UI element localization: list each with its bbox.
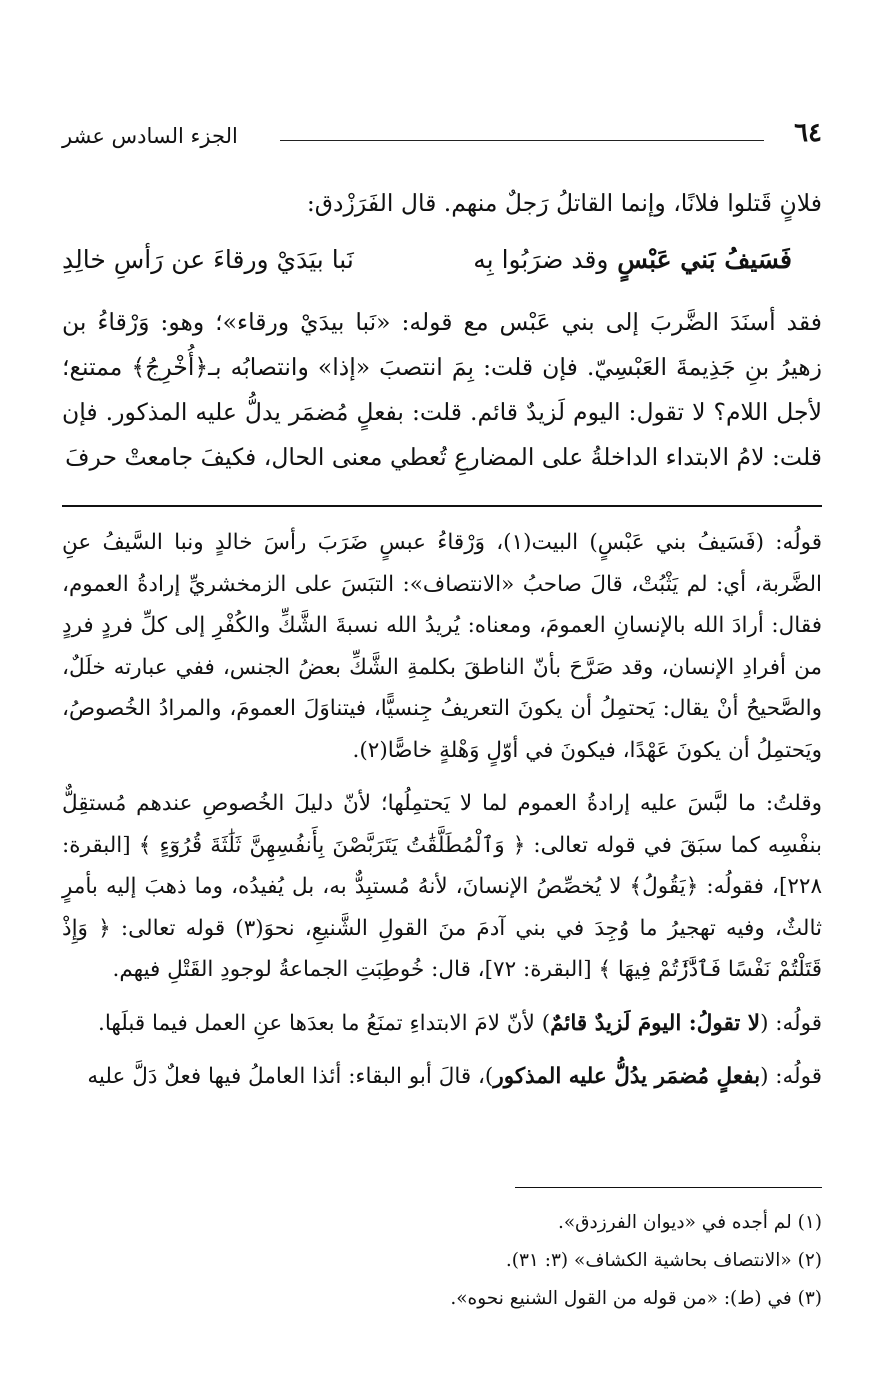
footnotes (62, 1204, 822, 1318)
commentary-paragraph-4 (62, 1056, 822, 1098)
verse-first-plain: وقد ضرَبُوا بِه (473, 245, 609, 274)
p4-suffix: )، قالَ أبو البقاء: أئذا العاملُ فيها فعلٌ دَلَّ عليه (87, 1064, 494, 1089)
verse-second-hemistich: نَبا بيَدَيْ ورقاءَ عن رَأسِ خالِدِ (62, 245, 354, 274)
commentary-paragraph-3 (62, 1003, 822, 1045)
footnote-3: (٣) في (ط): «من قوله من القول الشنيع نحوه». (450, 1288, 822, 1309)
commentary-paragraph-2: وقلتُ: ما لبَّسَ عليه إرادةُ العموم لما لا يَحتمِلُها؛ لأنّ دليلَ الخُصوصِ عندهم مُستقِلٌّ بنفْسِه كما سبَقَ في قوله تعالى: ﴿ وَٱلْمُطَلَّقَٰتُ يَتَرَبَّصْنَ بِأَنفُسِهِنَّ ثَلَٰثَةَ قُرُوٓءٍ ﴾ [البقرة: ٢٢٨]، فقولُه: ﴿يَقُولُ﴾ لا يُخصِّصُ الإنسانَ، لأنهُ مُستبِدٌّ به، بل يُفيدُه، وما ذهبَ إليه بأمرٍ ثالثٌ، وفيه تهجيرُ ما وُجِدَ في بني آدمَ منَ القولِ الشَّنيعِ، نحوَ(٣) قوله تعالى: ﴿ وَإِذْ قَتَلْتُمْ نَفْسًا فَٱدَّٰرَٰٔتُمْ فِيهَا ﴾ [البقرة: ٧٢]، قال: خُوطِبَتِ الجماعةُ لوجودِ القَتْلِ فيهم. (62, 791, 823, 982)
main-paragraph: فقد أسنَدَ الضَّربَ إلى بني عَبْس مع قوله: «نَبا بيدَيْ ورقاء»؛ وهو: وَرْقاءُ بن زهيرُ بنِ جَذِيمةَ العَبْسِيّ. فإن قلت: بِمَ انتصبَ «إذا» وانتصابُه بـ﴿أُخْرِجُ﴾ ممتنع؛ لأجل اللام؟ لا تقول: اليوم لَزيدٌ قائم. قلت: بفعلٍ مُضمَر يدلُّ عليه المذكور. فإن قلت: لامُ الابتداء الداخلةُ على المضارعِ تُعطي معنى الحال، فكيفَ جامعتْ حرفَ (62, 308, 822, 471)
page-header (62, 118, 822, 158)
footnote-rule (515, 1187, 822, 1188)
commentary-paragraph-1: قولُه: (فَسَيفُ بني عَبْسٍ) البيت(١)، وَرْقاءُ عبسٍ ضَرَبَ رأسَ خالدٍ ونبا السَّيفُ عنِ الضَّربة، أي: لم يَثْبُتْ، قالَ صاحبُ «الانتصاف»: التبَسَ على الزمخشريِّ إرادةُ العموم، فقال: أرادَ الله بالإنسانِ العمومَ، ومعناه: يُريدُ الله نسبةَ الشَّكِّ والكُفْرِ إلى كلِّ فردٍ فردٍ من أفرادِ الإنسان، وقد صَرَّحَ بأنّ الناطقَ بكلمةِ الشَّكِّ بعضُ الجنس، ففي عبارته خلَلٌ، والصَّحيحُ أنْ يقال: يَحتمِلُ أن يكونَ التعريفُ جِنسيًّا، فيتناوَلَ العمومَ، والمرادُ الخُصوصُ، ويَحتمِلُ أن يكونَ عَهْدًا، فيكونَ في أوّلٍ وَهْلةٍ خاصًّا(٢). (62, 530, 823, 763)
p4-quote: بفعلٍ مُضمَر يدُلُّ عليه المذكور (493, 1064, 761, 1089)
p4-prefix: قولُه: ( (760, 1064, 822, 1089)
volume-title: الجزء السادس عشر (62, 124, 238, 148)
page-number: ٦٤ (794, 118, 822, 148)
footnote-1: (١) لم أجده في «ديوان الفرزدق». (557, 1212, 822, 1233)
p3-quote: لا تقولُ: اليومَ لَزيدٌ قائمٌ (550, 1010, 761, 1036)
intro-line: فلانٍ قَتلوا فلانًا، وإنما القاتلُ رَجلٌ منهم. قال الفَرَزْدق: (306, 189, 822, 217)
footnote-2: (٢) «الانتصاف بحاشية الكشاف» (٣: ٣١). (505, 1250, 822, 1271)
p3-suffix: ) لأنّ لامَ الابتداءِ تمنَعُ ما بعدَها عنِ العمل فيما قبلَها. (97, 1010, 551, 1036)
text-commentary-divider (62, 505, 822, 507)
p3-prefix: قولُه: ( (760, 1010, 822, 1036)
main-text (62, 180, 822, 480)
verse-first-hemistich (473, 238, 792, 282)
poetry-verse (62, 238, 822, 282)
commentary (62, 522, 822, 1098)
header-rule (280, 140, 764, 141)
verse-first-bold: فَسَيفُ بَني عَبْسٍ (617, 245, 792, 274)
